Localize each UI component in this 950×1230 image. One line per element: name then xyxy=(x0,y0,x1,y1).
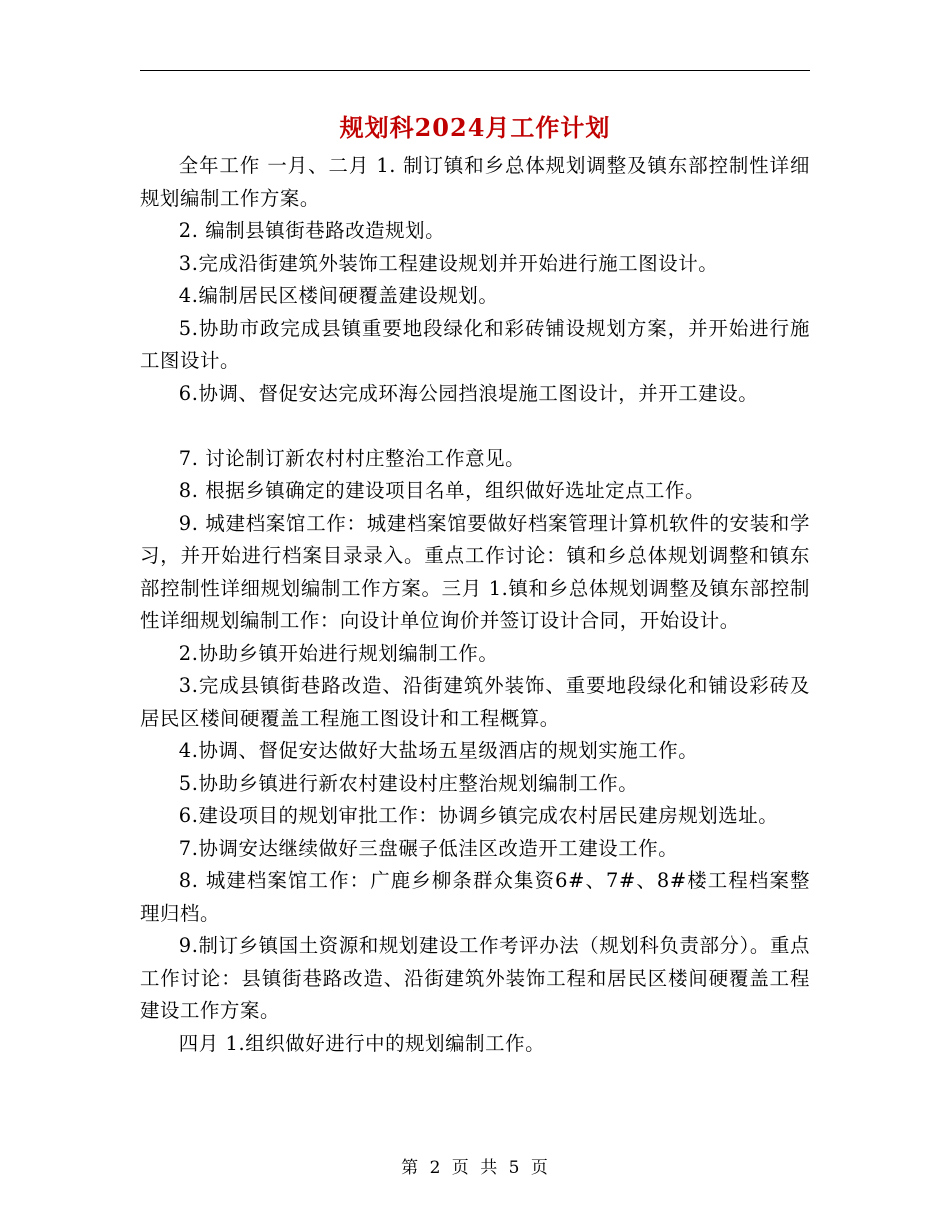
paragraph: 4.协调、督促安达做好大盐场五星级酒店的规划实施工作。 xyxy=(178,739,699,762)
paragraph: 8. 根据乡镇确定的建设项目名单，组织做好选址定点工作。 xyxy=(178,479,706,502)
blank-line xyxy=(140,410,810,443)
paragraph: 2. 编制县镇街巷路改造规划。 xyxy=(178,219,446,242)
paragraph: 5.协助市政完成县镇重要地段绿化和彩砖铺设规划方案，并开始进行施工图设计。 xyxy=(140,316,810,372)
paragraph: 3.完成县镇街巷路改造、沿街建筑外装饰、重要地段绿化和铺设彩砖及居民区楼间硬覆盖工程施工图设计和工程概算。 xyxy=(140,674,810,730)
paragraph: 6.协调、督促安达完成环海公园挡浪堤施工图设计，并开工建设。 xyxy=(178,381,759,405)
paragraph: 全年工作 一月、二月 1. 制订镇和乡总体规划调整及镇东部控制性详细规划编制工作方案。 xyxy=(140,154,810,210)
paragraph: 4.编制居民区楼间硬覆盖建设规划。 xyxy=(178,284,499,307)
paragraph: 7.协调安达继续做好三盘碾子低洼区改造开工建设工作。 xyxy=(178,836,679,860)
document-title: 规划科2024月工作计划 xyxy=(339,113,611,142)
page-number: 第 2 页 共 5 页 xyxy=(401,1158,549,1178)
document-body xyxy=(140,150,810,1060)
paragraph: 9. 城建档案馆工作：城建档案馆要做好档案管理计算机软件的安装和学习，并开始进行档案目录录入。重点工作讨论：镇和乡总体规划调整和镇东部控制性详细规划编制工作方案。三月 1.镇和乡总体规划调整及镇东部控制性详细规划编制工作：向设计单位询价并签订设计合同，开始设计。 xyxy=(140,511,810,632)
paragraph: 2.协助乡镇开始进行规划编制工作。 xyxy=(178,641,499,665)
paragraph: 3.完成沿街建筑外装饰工程建设规划并开始进行施工图设计。 xyxy=(178,251,719,275)
paragraph: 四月 1.组织做好进行中的规划编制工作。 xyxy=(178,1031,546,1055)
paragraph: 6.建设项目的规划审批工作：协调乡镇完成农村居民建房规划选址。 xyxy=(178,804,779,827)
paragraph: 5.协助乡镇进行新农村建设村庄整治规划编制工作。 xyxy=(178,771,639,795)
header-rule xyxy=(140,70,810,71)
paragraph: 9.制订乡镇国土资源和规划建设工作考评办法（规划科负责部分）。重点工作讨论：县镇街巷路改造、沿街建筑外装饰工程和居民区楼间硬覆盖工程建设工作方案。 xyxy=(140,934,810,1022)
paragraph: 8. 城建档案馆工作：广鹿乡柳条群众集资6#、7#、8#楼工程档案整理归档。 xyxy=(140,869,810,925)
paragraph: 7. 讨论制订新农村村庄整治工作意见。 xyxy=(178,446,526,470)
